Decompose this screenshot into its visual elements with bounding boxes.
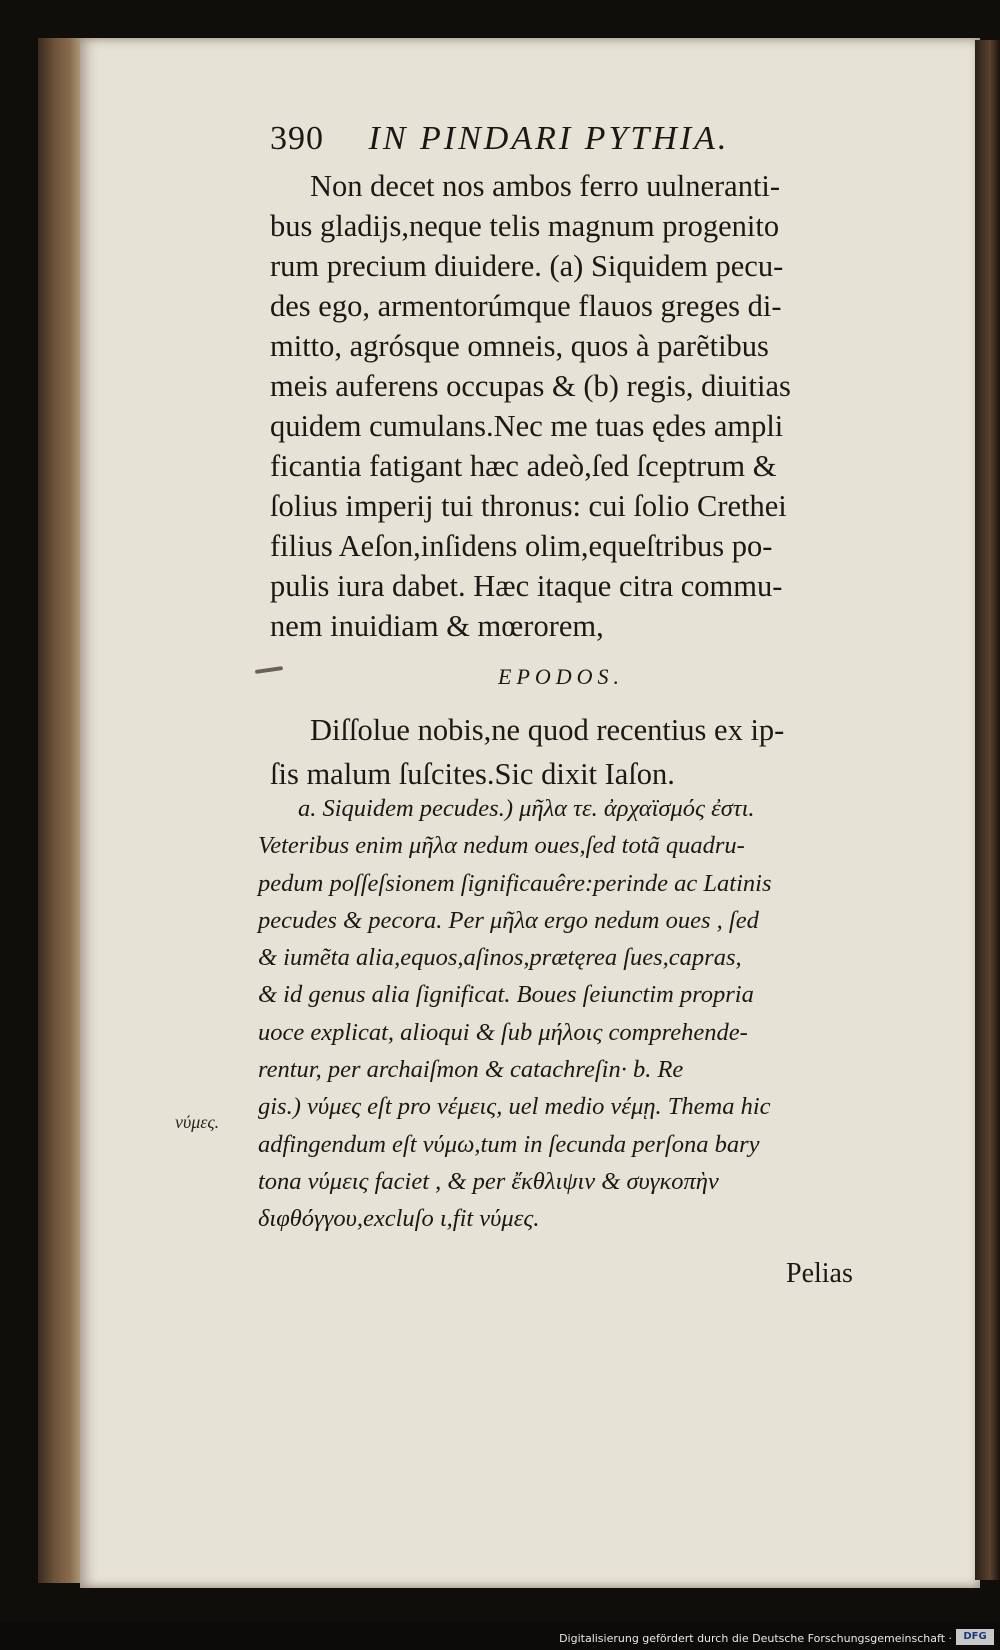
note-line: gis.) νύμες eſt pro νέμεις, uel medio νέμῃ. Thema hic [258, 1093, 771, 1121]
note-line: pecudes & pecora. Per μῆλα ergo nedum oues , ſed [258, 906, 759, 934]
note-line: uoce explicat, alioqui & ſub μήλοις comprehende- [258, 1018, 748, 1046]
text-line: ſolius imperij tui thronus: cui ſolio Crethei [270, 489, 787, 523]
text-line: filius Aeſon,inſidens olim,equeſtribus po- [270, 529, 773, 563]
note-line: adfingendum eſt νύμω,tum in ſecunda perſona bary [258, 1130, 760, 1158]
text-line: pulis iura dabet. Hæc itaque citra commu- [270, 569, 783, 603]
book-right-edge [975, 40, 1000, 1580]
running-header [270, 120, 870, 160]
text-line: ſis malum ſuſcites.Sic dixit Iaſon. [270, 757, 675, 791]
running-title: IN PINDARI PYTHIA. [368, 120, 730, 157]
text-line: Diſſolue nobis,ne quod recentius ex ip- [310, 713, 785, 747]
commentary-notes [258, 790, 898, 1238]
epode-text [270, 708, 890, 796]
text-line: nem inuidiam & mœrorem, [270, 609, 604, 643]
margin-note: νύμες. [175, 1112, 220, 1132]
text-line: bus gladijs,neque telis magnum progenito [270, 209, 780, 243]
digitization-credit: Digitalisierung gefördert durch die Deutsche Forschungsgemeinschaft · [559, 1632, 952, 1645]
note-line: διφθόγγου,excluſo ι,fit νύμες. [258, 1205, 540, 1233]
note-line: rentur, per archaiſmon & catachreſin· b. Re [258, 1056, 684, 1084]
note-line: a. Siquidem pecudes.) μῆλα τε. ἀρχαϊσμός ἐστι. [298, 795, 755, 822]
note-line: & id genus alia ſignificat. Boues ſeiunctim propria [258, 981, 754, 1009]
catchword: Pelias [786, 1258, 853, 1289]
text-line: meis auferens occupas & (b) regis, diuitias [270, 369, 791, 403]
section-heading: EPODOS. [498, 664, 625, 689]
text-line: ficantia fatigant hæc adeò,ſed ſceptrum & [270, 449, 777, 483]
note-line: & iumẽta alia,equos,aſinos,prætęrea ſues,capras, [258, 944, 742, 972]
page-number: 390 [270, 120, 324, 157]
dfg-logo: DFG [956, 1629, 994, 1645]
text-line: rum precium diuidere. (a) Siquidem pecu- [270, 249, 784, 283]
note-line: pedum poſſeſsionem ſignificauêre:perinde ac Latinis [258, 869, 772, 897]
note-line: tona νύμεις faciet , & per ἔκθλιψιν & συγκοπὴν [258, 1167, 719, 1195]
text-line: Non decet nos ambos ferro uulneranti- [310, 169, 781, 203]
book-left-edge [38, 38, 84, 1583]
note-line: Veteribus enim μῆλα nedum oues,ſed totã quadru- [258, 832, 745, 860]
text-line: mitto, agrósque omneis, quos à parẽtibus [270, 329, 769, 363]
main-text [270, 166, 890, 646]
text-line: des ego, armentorúmque flauos greges di- [270, 289, 782, 323]
text-line: quidem cumulans.Nec me tuas ędes ampli [270, 409, 784, 443]
